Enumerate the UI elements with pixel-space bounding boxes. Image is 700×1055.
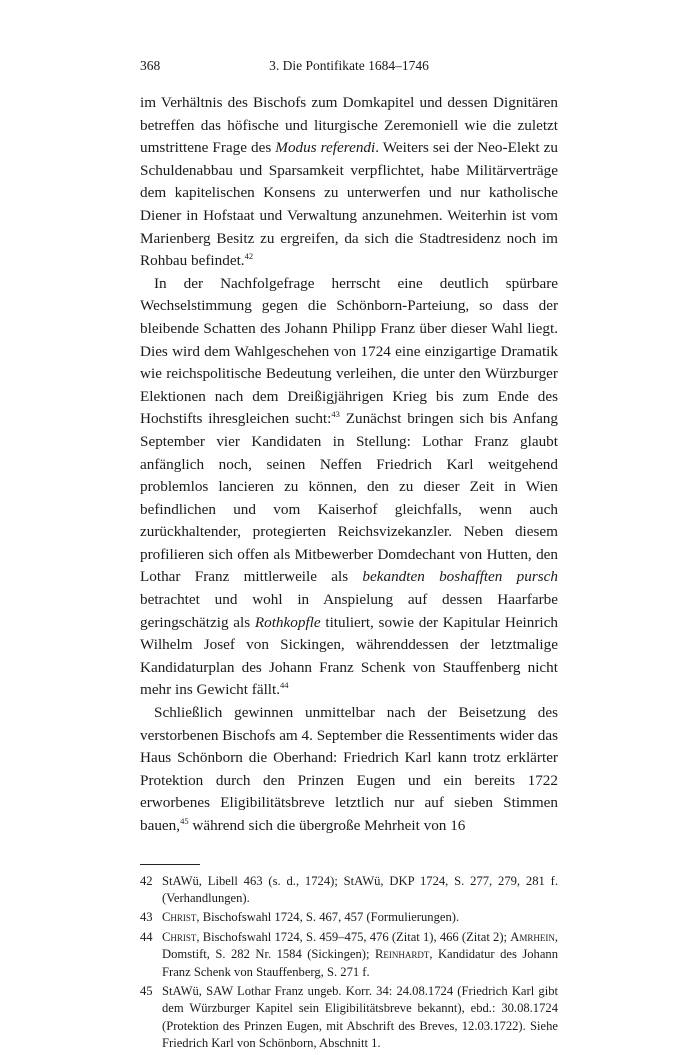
paragraph-2 [140, 273, 558, 702]
text-run: betrachtet und wohl in Anspielung auf dessen Haarfarbe geringschätzig als [140, 591, 558, 631]
paragraph-1 [140, 92, 558, 273]
footnote [140, 929, 558, 981]
footnote-text [162, 929, 558, 981]
footnote-number: 43 [140, 910, 153, 925]
footnote-number: 44 [140, 929, 153, 944]
text-run: , Bischofswahl 1724, S. 467, 457 (Formulierungen). [196, 910, 460, 925]
author-name: Christ [162, 929, 197, 944]
text-run: Schließlich gewinnen unmittelbar nach der Beisetzung des verstorbenen Bischofs am 4. September die Ressentiments wider das Haus Schönborn die Oberhand: Friedrich Karl kann trotz erklärter Protektion durch den Prinzen Eugen und ein bereits 1722 erworbenes Eligibilitätsbreve letztlich nur auf sieben Stimmen bauen, [140, 704, 558, 834]
footnote-number: 45 [140, 984, 153, 999]
footnote-number: 42 [140, 873, 153, 888]
italic-phrase: Modus referendi [275, 139, 376, 157]
text-run: während sich die übergroße Mehrheit von 16 [188, 817, 466, 834]
text-run: StAWü, Libell 463 (s. d., 1724); StAWü, DKP 1724, S. 277, 279, 281 f. (Verhandlungen). [162, 873, 558, 905]
footnote-ref: 45 [180, 815, 189, 826]
footnote-text [162, 873, 558, 908]
page-number: 368 [140, 58, 161, 73]
text-run: . Weiters sei der Neo-Elekt zu Schuldenabbau und Sparsamkeit verpflichtet, habe Militärverträge dem kapitelischen Konsens zu unterwerfen und nur katholische Diener in Hofstaat und Verwaltung anzunehmen. Weiterhin ist vom Marienberg Besitz zu ergreifen, da sich die Stadtresidenz noch im Rohbau befindet. [140, 139, 558, 270]
text-run: , Domstift, S. 282 Nr. 1584 (Sickingen); [162, 929, 558, 962]
footnote-rule [140, 864, 200, 865]
running-header [140, 58, 558, 78]
footnote [140, 983, 558, 1053]
author-name: Amrhein [510, 929, 555, 944]
paragraph-3 [140, 702, 558, 838]
author-name: Reinhardt [374, 947, 430, 962]
italic-phrase: Rothkopfle [254, 613, 321, 631]
running-title: 3. Die Pontifikate 1684–1746 [269, 58, 429, 73]
footnote-ref: 44 [280, 680, 289, 691]
text-run: In der Nachfolgefrage herrscht eine deutlich spürbare Wechselstimmung gegen die Schönborn-Parteiung, so dass der bleibende Schatten des Johann Philipp Franz über dieser Wahl liegt. Dies wird dem Wahlgeschehen von 1724 eine einzigartige Dramatik wie reichspolitische Bedeutung verleihen, die unter den Würzburger Elektionen nach dem Dreißigjährigen Krieg bis zum Ende des Hochstifts ihresgleichen sucht: [140, 274, 558, 428]
author-name: Christ [162, 910, 197, 925]
footnote [140, 873, 558, 908]
main-text [140, 92, 558, 838]
italic-phrase: bekandten boshafften pursch [362, 568, 558, 586]
text-run: , Kandidatur des Johann Franz Schenk von Stauffenberg, S. 271 f. [162, 947, 558, 979]
footnote-ref: 42 [244, 251, 254, 262]
footnote [140, 909, 558, 926]
book-page [140, 58, 558, 1055]
text-run: , Bischofswahl 1724, S. 459–475, 476 (Zitat 1), 466 (Zitat 2); [196, 929, 511, 944]
footnote-text [162, 909, 558, 926]
footnotes [140, 873, 558, 1053]
text-run: tituliert, sowie der Kapitular Heinrich Wilhelm Josef von Sickingen, währenddessen der letztmalige Kandidaturplan des Johann Franz Schenk von Stauffenberg nicht mehr ins Gewicht fällt. [140, 613, 558, 699]
text-run: Zunächst bringen sich bis Anfang September vier Kandidaten in Stellung: Lothar Franz glaubt anfänglich noch, seinen Neffen Friedrich Karl weitgehend problemlos lancieren zu können, den zu dieser Zeit in Wien befindlichen und vom Kaiserhof gleichfalls, wenn auch zurückhaltender, protegierten Reichsvizekanzler. Neben diesem profilieren sich offen als Mitbewerber Domdechant von Hutten, den Lothar Franz mittlerweile als [140, 410, 558, 586]
footnote-text [162, 983, 558, 1053]
text-run: im Verhältnis des Bischofs zum Domkapitel und dessen Dignitären betreffen das höfische und liturgische Zeremoniell wie die zuletzt umstrittene Frage des [140, 94, 558, 157]
text-run: StAWü, SAW Lothar Franz ungeb. Korr. 34: 24.08.1724 (Friedrich Karl gibt dem Würzburger Kapitel sein Eligibilitätsbreve bekannt), ebd.: 30.08.1724 (Protektion des Prinzen Eugen, mit Abschrift des Breves, 12.03.1722). Siehe Friedrich Karl von Schönborn, Abschnitt 1. [162, 984, 558, 1051]
footnote-ref: 43 [331, 409, 340, 420]
